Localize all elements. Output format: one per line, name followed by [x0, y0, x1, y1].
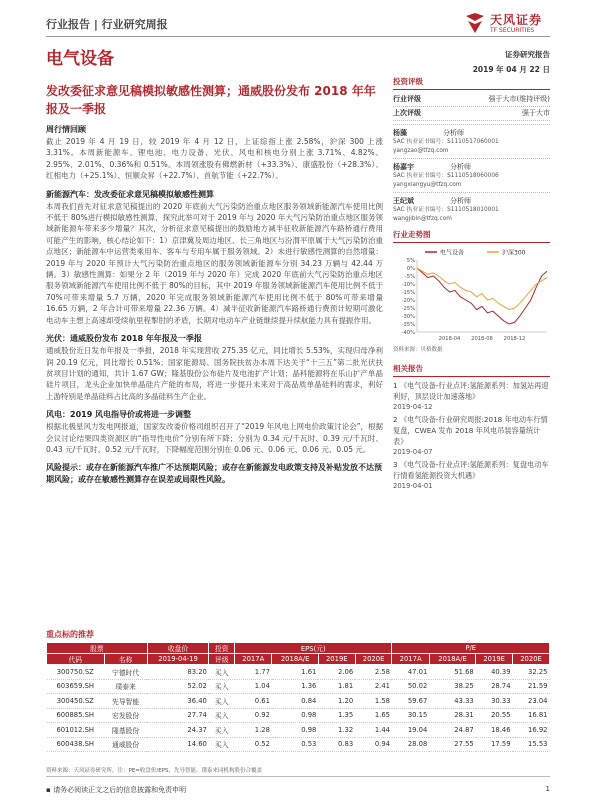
table-cell: 1.61 — [272, 665, 318, 680]
table-cell: 隆基股份 — [104, 723, 147, 738]
table-cell: 23.04 — [513, 694, 550, 709]
table-row — [47, 694, 550, 709]
table-row — [47, 708, 550, 723]
table-cell: 璞泰来 — [104, 679, 147, 694]
table-cell: 1.28 — [235, 723, 272, 738]
top-header — [46, 10, 550, 36]
related-report-link[interactable]: 2 《电气设备-行业研究周报:2018 年电动车行情复盘，CWEA 发布 2018 年风电吊装容量统计表》 — [393, 415, 548, 446]
section-title: 周行情回顾 — [46, 125, 86, 134]
table-cell: 24.37 — [147, 723, 209, 738]
page-number: 1 — [545, 785, 550, 793]
analyst-card — [393, 192, 550, 223]
table-cell: 50.02 — [392, 679, 429, 694]
table-cell: 1.77 — [235, 665, 272, 680]
table-cell: 600438.SH — [47, 737, 105, 752]
y-tick-label: -10% — [401, 282, 415, 288]
analyst-role: 分析师 — [443, 129, 464, 137]
table-subheader-cell: 代码 — [47, 654, 105, 665]
table-subheader-cell: 2020E — [355, 654, 392, 665]
section-body: 本周我们首先对征求意见稿提出的 2020 年底前大气污染防治重点地区服务领域新能源汽车使用比例不低于 80%进行模拟敏感性测算，探究此举可对于 2019 年与 2020 年大气污染防治重点地区服务领域新能源车带来多少增量？其次，分析征求意见稿提出的鼓励地方减半征收新能源汽车路桥通行费用可能产生的影响，核心结论如下：1）京津冀及周边地区、长三角地区与汾渭平原属于大气污染防治重点地区；新能源车中运营类乘用车、客车与专用车属于服务领域。2）未进行敏感性测算的自然增量：2019 年与 2020 年预计大气污染防治重点地区的服务领域新能源车分别 34.23 万辆与 42.44 万辆。3）敏感性测算：如果分 2 年（2019 年与 2020 年）完成 2020 年底前大气污染防治重点地区服务领域新能源汽车使用比例不低于 80%的目标，其中 2019 年服务领域新能源汽车使用比例不低于 70%可带来增量 5.7 万辆，2020 年完成服务领域新能源汽车使用比例不低于 80%可带来增量 16.65 万辆，2 年合计可带来增量 22.36 万辆。4）减半征收新能源汽车路桥通行费预计短期可激化电动车主想上高速却受续航里程掣肘的矛盾，长期对电动车产业链继续提升续航能力具有提振作用。 — [46, 201, 383, 325]
report-subtitle: 发改委征求意见稿模拟敏感性测算；通威股份发布 2018 年年报及一季报 — [46, 84, 376, 116]
analyst-email[interactable]: yangxiangyu@tfzq.com — [393, 181, 462, 188]
table-cell: 1.32 — [318, 723, 355, 738]
table-cell: 买入 — [209, 694, 235, 709]
th-group-close: 收盘价 — [147, 643, 209, 654]
table-cell: 宏发股份 — [104, 708, 147, 723]
analyst-email[interactable]: yangzao@tfzq.com — [393, 147, 449, 154]
y-tick-label: -15% — [401, 290, 415, 296]
section-title: 新能源汽车：发改委征求意见稿模拟敏感性测算 — [46, 189, 214, 199]
table-row — [47, 665, 550, 680]
table-subheader-cell: 2018A/E — [272, 654, 318, 665]
table-subheader-cell: 2017A — [392, 654, 429, 665]
table-cell: 14.60 — [147, 737, 209, 752]
trend-chart — [393, 246, 550, 344]
table-row — [47, 737, 550, 752]
table-cell: 0.53 — [272, 737, 318, 752]
table-cell: 43.33 — [429, 694, 475, 709]
analyst-sac: SAC 执业证书编号：S1110517060001 — [393, 139, 499, 145]
table-cell: 16.81 — [513, 708, 550, 723]
table-cell: 83.20 — [147, 665, 209, 680]
table-cell: 买入 — [209, 708, 235, 723]
table-cell: 600885.SH — [47, 708, 105, 723]
y-tick-label: -30% — [401, 314, 415, 320]
table-cell: 15.53 — [513, 737, 550, 752]
table-cell: 0.94 — [355, 737, 392, 752]
related-report-link[interactable]: 3 《电气设备-行业点评:氢能源系列：复盘电动车行情看氢能源投资大机遇》 — [393, 460, 549, 480]
th-group-rating: 投资 — [209, 643, 235, 654]
table-cell: 2.06 — [318, 665, 355, 680]
analyst-email[interactable]: wangjibin@tfzq.com — [393, 215, 452, 222]
trend-chart-svg — [393, 246, 550, 344]
section-title: 光伏：通威股份发布 2018 年年报及一季报 — [46, 334, 202, 344]
section-title: 风电：2019 风电指导价或将进一步调整 — [46, 410, 192, 420]
table-cell: 19.04 — [392, 723, 429, 738]
table-cell: 38.25 — [429, 679, 475, 694]
table-cell: 买入 — [209, 737, 235, 752]
doc-type-label: 行业报告 | 行业研究周报 — [46, 18, 168, 31]
table-cell: 1.58 — [355, 694, 392, 709]
table-cell: 36.40 — [147, 694, 209, 709]
y-tick-label: -40% — [401, 330, 415, 336]
table-subheader — [47, 654, 550, 665]
table-cell: 1.20 — [318, 694, 355, 709]
table-cell: 32.25 — [513, 665, 550, 680]
table-note: 资料来源：天风证券研究所，注：PE=收盘价/EPS，先导智能、璞泰来同机构股份合覆盖 — [46, 768, 263, 774]
analyst-role: 分析师 — [450, 197, 471, 205]
logo-name: 天风证券 — [490, 13, 543, 27]
table-cell: 买入 — [209, 679, 235, 694]
trend-head: 行业走势图 — [393, 229, 550, 243]
table-cell: 18.46 — [476, 723, 513, 738]
table-cell: 0.83 — [318, 737, 355, 752]
table-cell: 16.92 — [513, 723, 550, 738]
table-subheader-cell: 2019E — [476, 654, 513, 665]
logo-en-name: TF SECURITIES — [490, 27, 535, 34]
table-cell: 21.59 — [513, 679, 550, 694]
table-cell: 47.01 — [392, 665, 429, 680]
rec-table — [46, 642, 550, 752]
table-cell: 28.74 — [476, 679, 513, 694]
disclaimer-text: 请务必阅读正文之后的信息披露和免责申明 — [53, 786, 187, 794]
sidebar — [393, 76, 550, 493]
table-row — [47, 679, 550, 694]
table-cell: 2.41 — [355, 679, 392, 694]
table-cell: 0.84 — [272, 694, 318, 709]
analyst-sac: SAC 执业证书编号：S1110518060006 — [393, 173, 499, 179]
logo-mark-icon — [464, 12, 486, 34]
analyst-sac: SAC 执业证书编号：S1110518010001 — [393, 207, 499, 213]
footer — [46, 785, 186, 795]
x-tick-label: 2018-04 — [438, 336, 461, 342]
table-cell: 28.08 — [392, 737, 429, 752]
y-tick-label: 0% — [406, 266, 415, 272]
x-tick-label: 2018-12 — [503, 336, 526, 342]
company-logo — [464, 10, 550, 38]
analyst-name: 杨藻 — [393, 129, 407, 137]
table-cell: 51.68 — [429, 665, 475, 680]
table-cell: 28.31 — [429, 708, 475, 723]
footer-marker-icon: ▪ — [46, 786, 54, 794]
table-cell: 40.39 — [476, 665, 513, 680]
analyst-card — [393, 158, 550, 189]
table-cell: 30.15 — [392, 708, 429, 723]
table-cell: 52.02 — [147, 679, 209, 694]
table-cell: 1.65 — [355, 708, 392, 723]
legend-label: 电气设备 — [440, 249, 465, 257]
section-body: 根据北极星风力发电网报道，国家发改委价格司组织召开了“2019 年风电上网电价政策讨论会”，根据会议讨论结果四类资源区的“指导性电价”分别有所下降；分别为 0.34 元/千瓦时、0.39 元/千瓦时、0.43 元/千瓦时、0.52 元/千瓦时，下降幅度范围分别在 0.06 元、0.06 元、0.06 元、0.05 元。 — [46, 422, 383, 454]
table-subheader-cell: 2018A/E — [429, 654, 475, 665]
page-title: 电气设备 — [46, 49, 114, 69]
y-tick-label: 5% — [406, 258, 415, 264]
related-report-link[interactable]: 1 《电气设备-行业点评:氢能源系列：加氢站再迎利好，顶层设计加速落地》 — [393, 381, 549, 401]
section-body: 截止 2019 年 4 月 19 日，较 2019 年 4 月 12 日，上证综指上涨 2.58%，沪深 300 上涨 3.31%。本周新能源车、锂电池、电力设备、光伏、风电和核电分别上涨 3.71%、4.82%、2.95%、2.01%、0.36%和 0.51%。本周领涨股有佛燃新材（+33.3%）、康盛股份（+28.3%）、红相电力（+25.1%）、恒顺众昇（+22.7%）、首航节能（+22.7%）。 — [46, 137, 383, 181]
table-cell: 1.36 — [272, 679, 318, 694]
table-cell: 1.81 — [318, 679, 355, 694]
section-body: 通威股份近日发布年报及一季报，2018 年实现营收 275.35 亿元，同比增长 5.53%，实现归母净利润 20.19 亿元，同比增长 0.51%；国家能源局、国务院扶贫办本周下达关于“十三五”第二批光伏扶贫项目计划的通知，共计 1.67 GW；隆基股份公布硅片及电池扩产计划；晶科能源将在乐山扩产单晶硅片项目，龙头企业加快单晶硅片产能的布局，将进一步提升未来对于高品质单晶硅料的需求，利好上游特别是单晶硅料占比高的多晶硅料生产企业。 — [46, 346, 383, 401]
table-cell: 1.04 — [235, 679, 272, 694]
th-group-code: 股票 — [47, 643, 148, 654]
table-cell: 买入 — [209, 665, 235, 680]
rating-key: 上次评级 — [393, 109, 421, 117]
rec-table-title: 重点标的推荐 — [46, 630, 94, 639]
header-divider — [46, 36, 550, 37]
table-cell: 宁德时代 — [104, 665, 147, 680]
table-cell: 24.87 — [429, 723, 475, 738]
rating-value: 强于大市(维持评级) — [488, 95, 550, 103]
y-tick-label: -25% — [401, 306, 415, 312]
table-cell: 1.44 — [355, 723, 392, 738]
th-group-pe: P/E — [392, 643, 550, 654]
main-content — [46, 124, 383, 486]
table-cell: 0.92 — [235, 708, 272, 723]
y-tick-label: -5% — [404, 274, 415, 280]
report-meta — [473, 47, 550, 77]
analyst-card — [393, 124, 550, 155]
table-cell: 2.58 — [355, 665, 392, 680]
report-date: 2019 年 04 月 22 日 — [472, 65, 550, 74]
x-tick-label: 2018-08 — [471, 336, 493, 342]
analyst-name: 杨嘉宇 — [393, 163, 414, 171]
rating-row — [393, 107, 550, 121]
table-cell: 0.61 — [235, 694, 272, 709]
table-cell: 603659.SH — [47, 679, 105, 694]
table-cell: 通威股份 — [104, 737, 147, 752]
footer-divider — [46, 776, 550, 777]
y-tick-label: -35% — [401, 322, 415, 328]
legend-label: 沪深300 — [502, 249, 526, 257]
table-cell: 先导智能 — [104, 694, 147, 709]
related-report-date: 2019-04-01 — [393, 482, 433, 490]
table-cell: 59.67 — [392, 694, 429, 709]
rating-row — [393, 93, 550, 107]
table-cell: 300750.SZ — [47, 665, 105, 680]
rating-value: 强于大市 — [522, 109, 550, 117]
y-tick-label: -20% — [401, 298, 415, 304]
table-cell: 20.55 — [476, 708, 513, 723]
table-cell: 601012.SH — [47, 723, 105, 738]
analyst-name: 王纪斌 — [393, 197, 414, 205]
series-line — [417, 268, 547, 310]
table-cell: 30.33 — [476, 694, 513, 709]
table-subheader-cell: 2020E — [513, 654, 550, 665]
th-group-eps: EPS(元) — [235, 643, 392, 654]
table-cell: 0.98 — [272, 708, 318, 723]
series-line — [417, 268, 547, 324]
table-cell: 买入 — [209, 723, 235, 738]
risk-warning: 风险提示：或存在新能源汽车推广不达预期风险；或存在新能源发电政策支持及补贴发放不达预期风险；或存在敏感性测算存在误差或局限性风险。 — [46, 463, 382, 485]
rating-head: 投资评级 — [393, 76, 550, 90]
table-cell: 27.55 — [429, 737, 475, 752]
table-row — [47, 723, 550, 738]
rating-key: 行业评级 — [393, 95, 421, 103]
table-cell: 1.35 — [318, 708, 355, 723]
analyst-role: 分析师 — [450, 163, 471, 171]
table-subheader-cell: 2017A — [235, 654, 272, 665]
related-head: 相关报告 — [393, 363, 550, 377]
table-subheader-cell: 评级 — [209, 654, 235, 665]
table-cell: 300450.SZ — [47, 694, 105, 709]
related-report-date: 2019-04-12 — [393, 403, 433, 411]
table-subheader-cell: 2019E — [318, 654, 355, 665]
table-subheader-cell: 2019-04-19 — [147, 654, 209, 665]
chart-source: 资料来源：贝格数据 — [393, 347, 443, 353]
table-body — [47, 665, 550, 752]
related-report-date: 2019-04-07 — [393, 448, 433, 456]
table-cell: 17.59 — [476, 737, 513, 752]
table-cell: 27.74 — [147, 708, 209, 723]
table-subheader-cell: 名称 — [104, 654, 147, 665]
table-cell: 0.52 — [235, 737, 272, 752]
report-label: 证券研究报告 — [505, 50, 550, 59]
table-cell: 0.98 — [272, 723, 318, 738]
